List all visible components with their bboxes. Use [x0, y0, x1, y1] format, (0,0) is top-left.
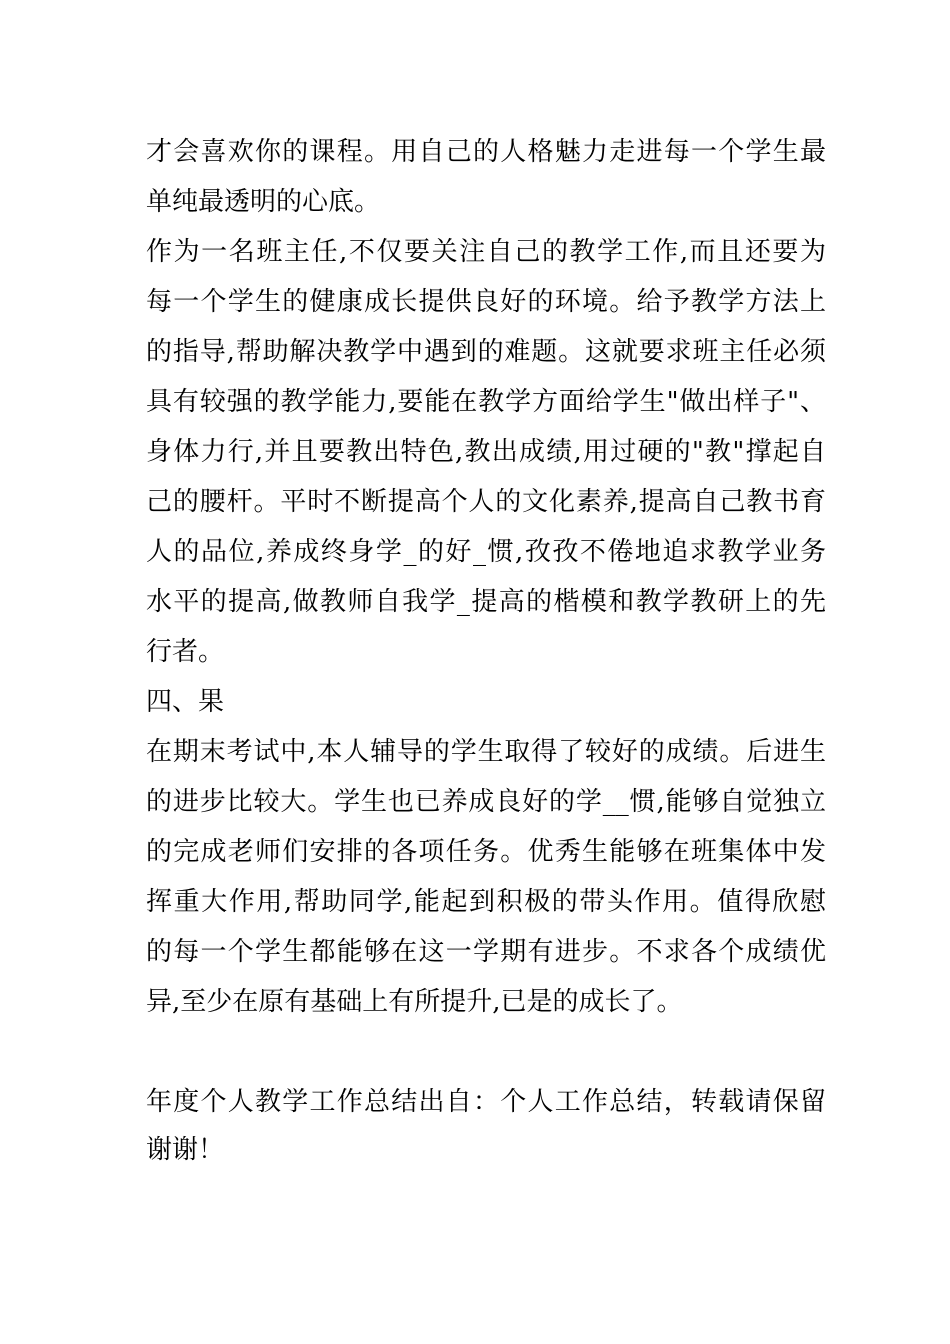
text-line: 己的腰杆。平时不断提高个人的文化素养,提高自己教书育 — [146, 487, 826, 517]
text-line: 的每一个学生都能够在这一学期有进步。不求各个成绩优 — [146, 937, 826, 967]
text-line: 的指导,帮助解决教学中遇到的难题。这就要求班主任必须 — [146, 337, 826, 367]
footer-line: 谢谢！ — [146, 1135, 225, 1165]
text-line: 具有较强的教学能力,要能在教学方面给学生"做出样子"、 — [146, 387, 826, 417]
text-line: 人的品位,养成终身学_的好_惯,孜孜不倦地追求教学业务 — [146, 537, 826, 567]
text-line: 行者。 — [146, 637, 225, 667]
text-line: 挥重大作用,帮助同学,能起到积极的带头作用。值得欣慰 — [146, 887, 826, 917]
text-line: 的进步比较大。学生也已养成良好的学__惯,能够自觉独立 — [146, 787, 826, 817]
text-line: 单纯最透明的心底。 — [146, 187, 381, 217]
text-line: 每一个学生的健康成长提供良好的环境。给予教学方法上 — [146, 287, 826, 317]
text-line: 作为一名班主任,不仅要关注自己的教学工作,而且还要为 — [146, 237, 826, 267]
text-line: 才会喜欢你的课程。用自己的人格魅力走进每一个学生最 — [146, 137, 826, 167]
text-line: 身体力行,并且要教出特色,教出成绩,用过硬的"教"撑起自 — [146, 437, 826, 467]
text-line: 在期末考试中,本人辅导的学生取得了较好的成绩。后进生 — [146, 737, 826, 767]
text-line: 异,至少在原有基础上有所提升,已是的成长了。 — [146, 987, 683, 1017]
text-line: 水平的提高,做教师自我学_提高的楷模和教学教研上的先 — [146, 587, 826, 617]
section-heading: 四、果 — [146, 687, 225, 717]
footer-line: 年度个人教学工作总结出自：个人工作总结，转载请保留 — [146, 1087, 826, 1117]
text-line: 的完成老师们安排的各项任务。优秀生能够在班集体中发 — [146, 837, 826, 867]
